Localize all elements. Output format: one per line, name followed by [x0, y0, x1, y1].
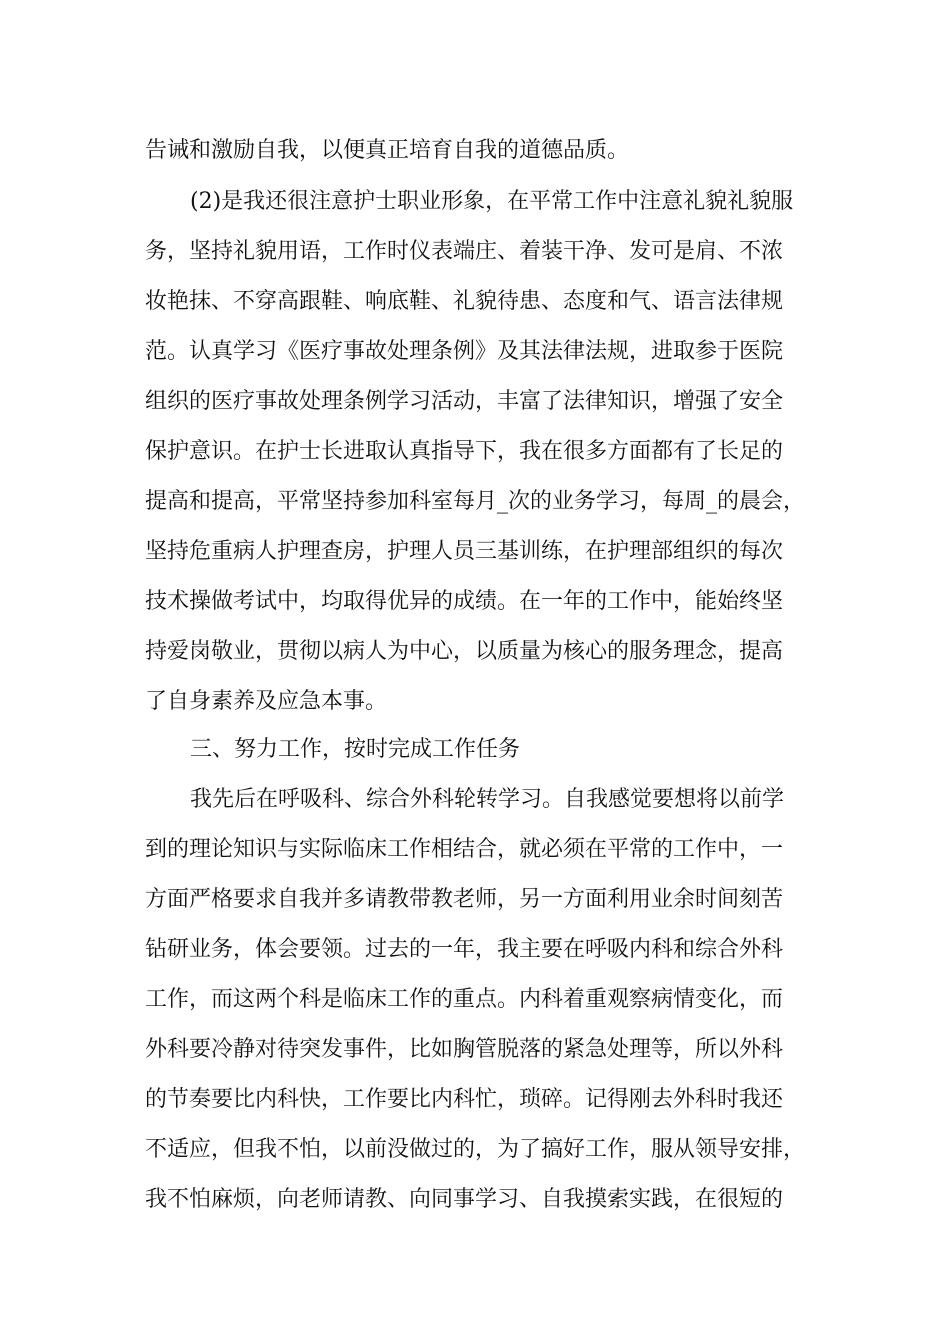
text-line: 范。认真学习《医疗事故处理条例》及其法律法规，进取参于医院	[145, 339, 784, 364]
text-line: 坚持危重病人护理查房，护理人员三基训练，在护理部组织的每次	[145, 539, 784, 564]
text-line: 方面严格要求自我并多请教带教老师，另一方面利用业余时间刻苦	[145, 887, 784, 912]
text-line: 外科要冷静对待突发事件，比如胸管脱落的紧急处理等，所以外科	[145, 1037, 784, 1062]
text-line: 持爱岗敬业，贯彻以病人为中心，以质量为核心的服务理念，提高	[145, 639, 784, 664]
paragraph-start-line: (2)是我还很注意护士职业形象，在平常工作中注意礼貌礼貌服	[190, 189, 794, 214]
text-line: 了自身素养及应急本事。	[145, 689, 388, 714]
text-line: 告诫和激励自我，以便真正培育自我的道德品质。	[145, 138, 630, 163]
text-line: 务，坚持礼貌用语，工作时仪表端庄、着装干净、发可是肩、不浓	[145, 239, 784, 264]
text-line: 的节奏要比内科快，工作要比内科忙，琐碎。记得刚去外科时我还	[145, 1087, 784, 1112]
text-line: 不适应，但我不怕，以前没做过的，为了搞好工作，服从领导安排，	[145, 1137, 806, 1162]
text-line: 工作，而这两个科是临床工作的重点。内科着重观察病情变化，而	[145, 987, 784, 1012]
text-line: 妆艳抹、不穿高跟鞋、响底鞋、礼貌待患、态度和气、语言法律规	[145, 289, 784, 314]
text-line: 钻研业务，体会要领。过去的一年，我主要在呼吸内科和综合外科	[145, 937, 784, 962]
text-line: 提高和提高，平常坚持参加科室每月_次的业务学习，每周_的晨会，	[145, 489, 806, 514]
text-line: 保护意识。在护士长进取认真指导下，我在很多方面都有了长足的	[145, 439, 784, 464]
text-line: 我不怕麻烦，向老师请教、向同事学习、自我摸索实践，在很短的	[145, 1187, 784, 1212]
paragraph-start-line: 我先后在呼吸科、综合外科轮转学习。自我感觉要想将以前学	[190, 787, 785, 812]
text-line: 技术操做考试中，均取得优异的成绩。在一年的工作中，能始终坚	[145, 589, 784, 614]
text-line: 组织的医疗事故处理条例学习活动，丰富了法律知识，增强了安全	[145, 389, 784, 414]
text-line: 到的理论知识与实际临床工作相结合，就必须在平常的工作中，一	[145, 837, 784, 862]
section-heading: 三、努力工作，按时完成工作任务	[190, 737, 521, 762]
